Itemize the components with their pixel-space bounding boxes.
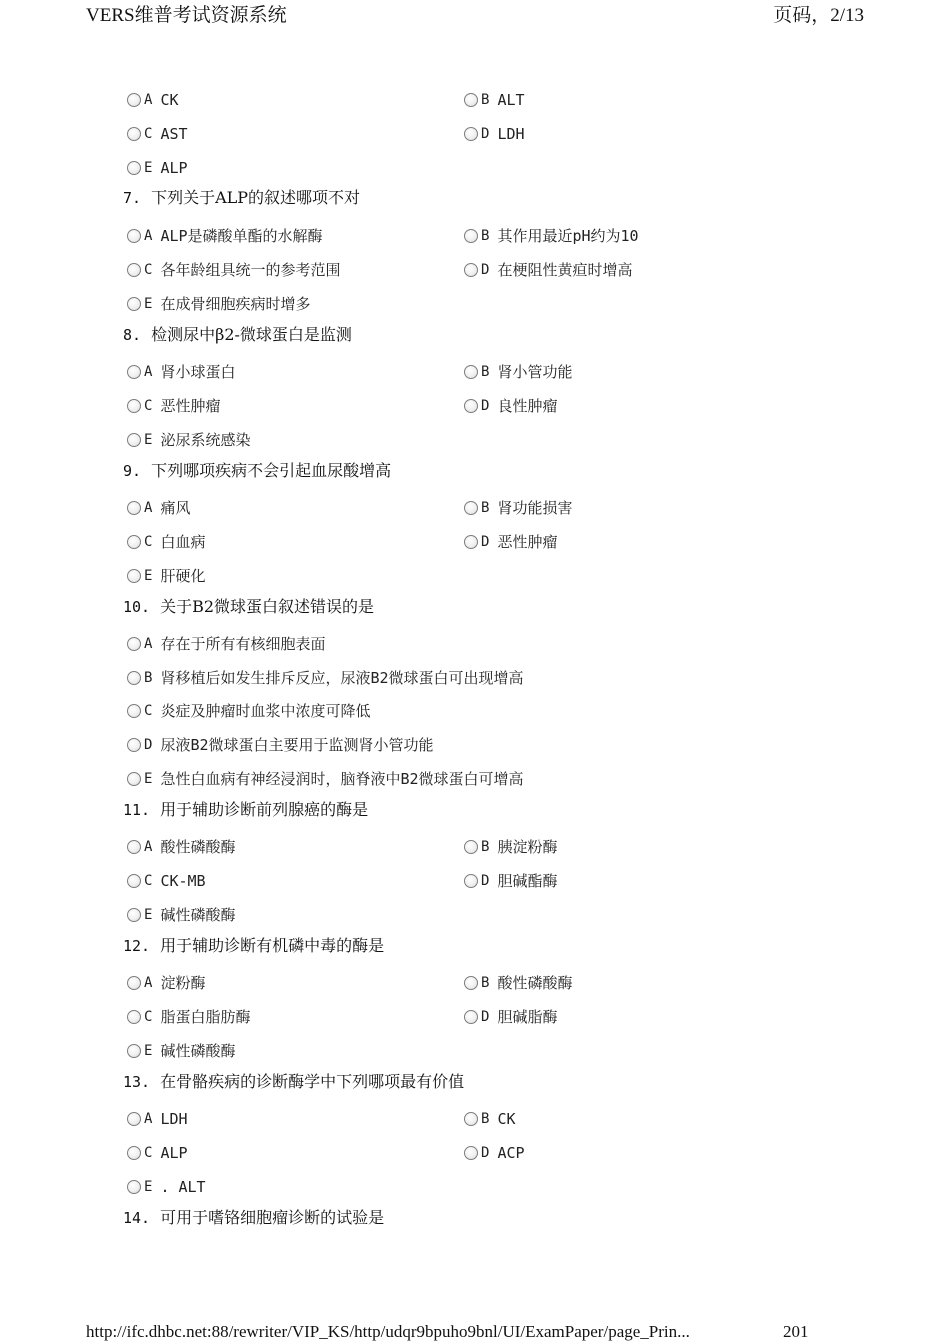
radio-button[interactable] [127,365,141,379]
radio-button[interactable] [464,501,478,515]
question-stem [123,187,360,209]
option-d[interactable] [464,259,632,281]
option-a[interactable] [127,972,205,994]
option-c[interactable] [127,870,206,892]
radio-button[interactable] [127,535,141,549]
option-b[interactable] [464,361,572,383]
option-text: CK [160,91,179,109]
radio-button[interactable] [464,399,478,413]
option-letter: D [481,534,490,550]
radio-button[interactable] [464,365,478,379]
question-text: 在骨骼疾病的诊断酶学中下列哪项最有价值 [160,1072,465,1091]
radio-button[interactable] [127,908,141,922]
option-letter: A [144,364,153,380]
option-letter: C [144,873,153,889]
radio-button[interactable] [127,704,141,718]
option-letter: C [144,398,153,414]
question-text: 用于辅助诊断前列腺癌的酶是 [160,800,369,819]
option-c[interactable] [127,259,340,281]
radio-button[interactable] [464,976,478,990]
option-text: ALP是磷酸单酯的水解酶 [160,227,323,245]
option-c[interactable] [127,1006,250,1028]
option-letter: E [144,432,153,448]
option-a[interactable] [127,1108,188,1130]
radio-button[interactable] [127,161,141,175]
radio-button[interactable] [464,1146,478,1160]
option-letter: A [144,228,153,244]
option-e[interactable] [127,157,188,179]
option-text: 泌尿系统感染 [160,431,251,449]
option-e[interactable] [127,768,524,790]
option-letter: B [481,92,490,108]
radio-button[interactable] [127,1010,141,1024]
question-number: 8. [123,326,142,344]
footer-number: 201 [783,1322,809,1341]
option-letter: A [144,92,153,108]
radio-button[interactable] [464,229,478,243]
option-c[interactable] [127,123,188,145]
radio-button[interactable] [127,637,141,651]
option-text: 碱性磷酸酶 [160,906,236,924]
option-d[interactable] [464,1142,525,1164]
page-number: 页码，2/13 [773,5,864,26]
option-b[interactable] [464,836,557,858]
radio-button[interactable] [127,1044,141,1058]
radio-button[interactable] [464,874,478,888]
question-text: 下列关于ALP的叙述哪项不对 [151,188,361,207]
system-title: VERS维普考试资源系统 [86,5,287,26]
radio-button[interactable] [127,433,141,447]
radio-button[interactable] [127,569,141,583]
option-letter: E [144,1043,153,1059]
option-letter: C [144,1009,153,1025]
question-text: 下列哪项疾病不会引起血尿酸增高 [151,461,392,480]
option-letter: D [481,1145,490,1161]
option-letter: D [481,126,490,142]
option-letter: B [481,975,490,991]
option-b[interactable] [464,497,572,519]
option-letter: D [481,873,490,889]
option-text: 恶性肿瘤 [497,533,558,551]
option-text: 痛风 [160,499,191,517]
option-d[interactable] [464,395,557,417]
option-text: 肾功能损害 [497,499,573,517]
option-text: 恶性肿瘤 [160,397,221,415]
radio-button[interactable] [127,93,141,107]
option-text: 急性白血病有神经浸润时，脑脊液中B2微球蛋白可增高 [160,770,524,788]
radio-button[interactable] [127,399,141,413]
option-letter: C [144,1145,153,1161]
question-stem [123,324,352,346]
option-text: ACP [497,1144,525,1162]
option-text: 白血病 [160,533,206,551]
option-text: 在梗阻性黄疸时增高 [497,261,633,279]
option-letter: E [144,568,153,584]
option-text: LDH [497,125,525,143]
option-text: 肝硬化 [160,567,206,585]
radio-button[interactable] [127,297,141,311]
page-header [0,0,950,26]
option-letter: E [144,907,153,923]
question-stem [123,596,374,618]
option-d[interactable] [464,531,557,553]
option-text: 各年龄组具统一的参考范围 [160,261,341,279]
radio-button[interactable] [127,738,141,752]
option-c[interactable] [127,1142,188,1164]
option-letter: C [144,703,153,719]
option-b[interactable] [127,667,524,689]
question-number: 14. [123,1209,151,1227]
question-number: 11. [123,801,151,819]
option-text: 存在于所有有核细胞表面 [160,635,326,653]
footer-url: http://ifc.dhbc.net:88/rewriter/VIP_KS/http/udqr9bpuho9bnl/UI/ExamPaper/page_Prin... [86,1322,690,1341]
option-letter: A [144,975,153,991]
radio-button[interactable] [464,840,478,854]
question-number: 12. [123,937,151,955]
option-text: 其作用最近pH约为10 [497,227,639,245]
option-a[interactable] [127,89,179,111]
option-letter: B [481,364,490,380]
option-text: AST [160,125,188,143]
option-letter: C [144,534,153,550]
option-a[interactable] [127,497,190,519]
option-text: ALP [160,1144,188,1162]
option-b[interactable] [464,225,639,247]
option-text: 炎症及肿瘤时血浆中浓度可降低 [160,702,371,720]
option-text: 在成骨细胞疾病时增多 [160,295,311,313]
option-a[interactable] [127,836,235,858]
option-letter: D [144,737,153,753]
option-letter: B [481,1111,490,1127]
option-letter: D [481,1009,490,1025]
radio-button[interactable] [127,1112,141,1126]
radio-button[interactable] [127,229,141,243]
option-text: 尿液B2微球蛋白主要用于监测肾小管功能 [160,736,434,754]
option-text: LDH [160,1110,188,1128]
radio-button[interactable] [127,501,141,515]
option-text: 淀粉酶 [160,974,206,992]
option-c[interactable] [127,395,220,417]
option-text: 良性肿瘤 [497,397,558,415]
question-stem [123,460,391,482]
question-text: 可用于嗜铬细胞瘤诊断的试验是 [160,1208,385,1227]
radio-button[interactable] [464,263,478,277]
option-a[interactable] [127,361,235,383]
option-c[interactable] [127,700,370,722]
option-text: 胆碱酯酶 [497,872,558,890]
option-a[interactable] [127,225,323,247]
option-letter: E [144,160,153,176]
option-letter: B [144,670,153,686]
option-letter: B [481,500,490,516]
option-e[interactable] [127,293,310,315]
option-letter: A [144,636,153,652]
option-letter: E [144,771,153,787]
radio-button[interactable] [464,127,478,141]
radio-button[interactable] [464,93,478,107]
question-stem [123,935,384,957]
option-d[interactable] [127,734,434,756]
option-b[interactable] [464,89,525,111]
option-letter: D [481,262,490,278]
option-b[interactable] [464,972,572,994]
question-stem [123,1071,464,1093]
option-letter: E [144,296,153,312]
question-text: 用于辅助诊断有机磷中毒的酶是 [160,936,385,955]
option-e[interactable] [127,1176,206,1198]
option-letter: C [144,126,153,142]
option-letter: B [481,839,490,855]
question-number: 7. [123,189,142,207]
question-number: 13. [123,1073,151,1091]
option-text: 胆碱脂酶 [497,1008,558,1026]
radio-button[interactable] [127,1180,141,1194]
option-e[interactable] [127,904,235,926]
option-d[interactable] [464,123,525,145]
option-b[interactable] [464,1108,516,1130]
option-text: ALP [160,159,188,177]
question-number: 9. [123,462,142,480]
option-text: 碱性磷酸酶 [160,1042,236,1060]
option-c[interactable] [127,531,205,553]
radio-button[interactable] [127,263,141,277]
option-letter: B [481,228,490,244]
option-letter: A [144,1111,153,1127]
option-text: 肾移植后如发生排斥反应，尿液B2微球蛋白可出现增高 [160,669,524,687]
option-e[interactable] [127,1040,235,1062]
option-letter: C [144,262,153,278]
option-letter: D [481,398,490,414]
radio-button[interactable] [127,874,141,888]
option-text: 肾小管功能 [497,363,573,381]
option-d[interactable] [464,870,557,892]
radio-button[interactable] [464,535,478,549]
radio-button[interactable] [127,976,141,990]
option-d[interactable] [464,1006,557,1028]
question-text: 关于B2微球蛋白叙述错误的是 [160,597,375,616]
radio-button[interactable] [464,1010,478,1024]
radio-button[interactable] [127,840,141,854]
radio-button[interactable] [127,127,141,141]
option-e[interactable] [127,429,250,451]
question-stem [123,799,368,821]
radio-button[interactable] [464,1112,478,1126]
question-text: 检测尿中β2-微球蛋白是监测 [151,325,352,344]
option-text: CK-MB [160,872,206,890]
option-letter: A [144,839,153,855]
question-number: 10. [123,598,151,616]
option-text: 酸性磷酸酶 [497,974,573,992]
option-text: 脂蛋白脂肪酶 [160,1008,251,1026]
option-text: 酸性磷酸酶 [160,838,236,856]
option-e[interactable] [127,565,205,587]
option-letter: A [144,500,153,516]
option-text: . ALT [160,1178,206,1196]
option-a[interactable] [127,633,325,655]
radio-button[interactable] [127,772,141,786]
option-text: 胰淀粉酶 [497,838,558,856]
option-text: CK [497,1110,516,1128]
question-stem [123,1207,384,1229]
option-text: 肾小球蛋白 [160,363,236,381]
option-text: ALT [497,91,525,109]
radio-button[interactable] [127,671,141,685]
option-letter: E [144,1179,153,1195]
radio-button[interactable] [127,1146,141,1160]
